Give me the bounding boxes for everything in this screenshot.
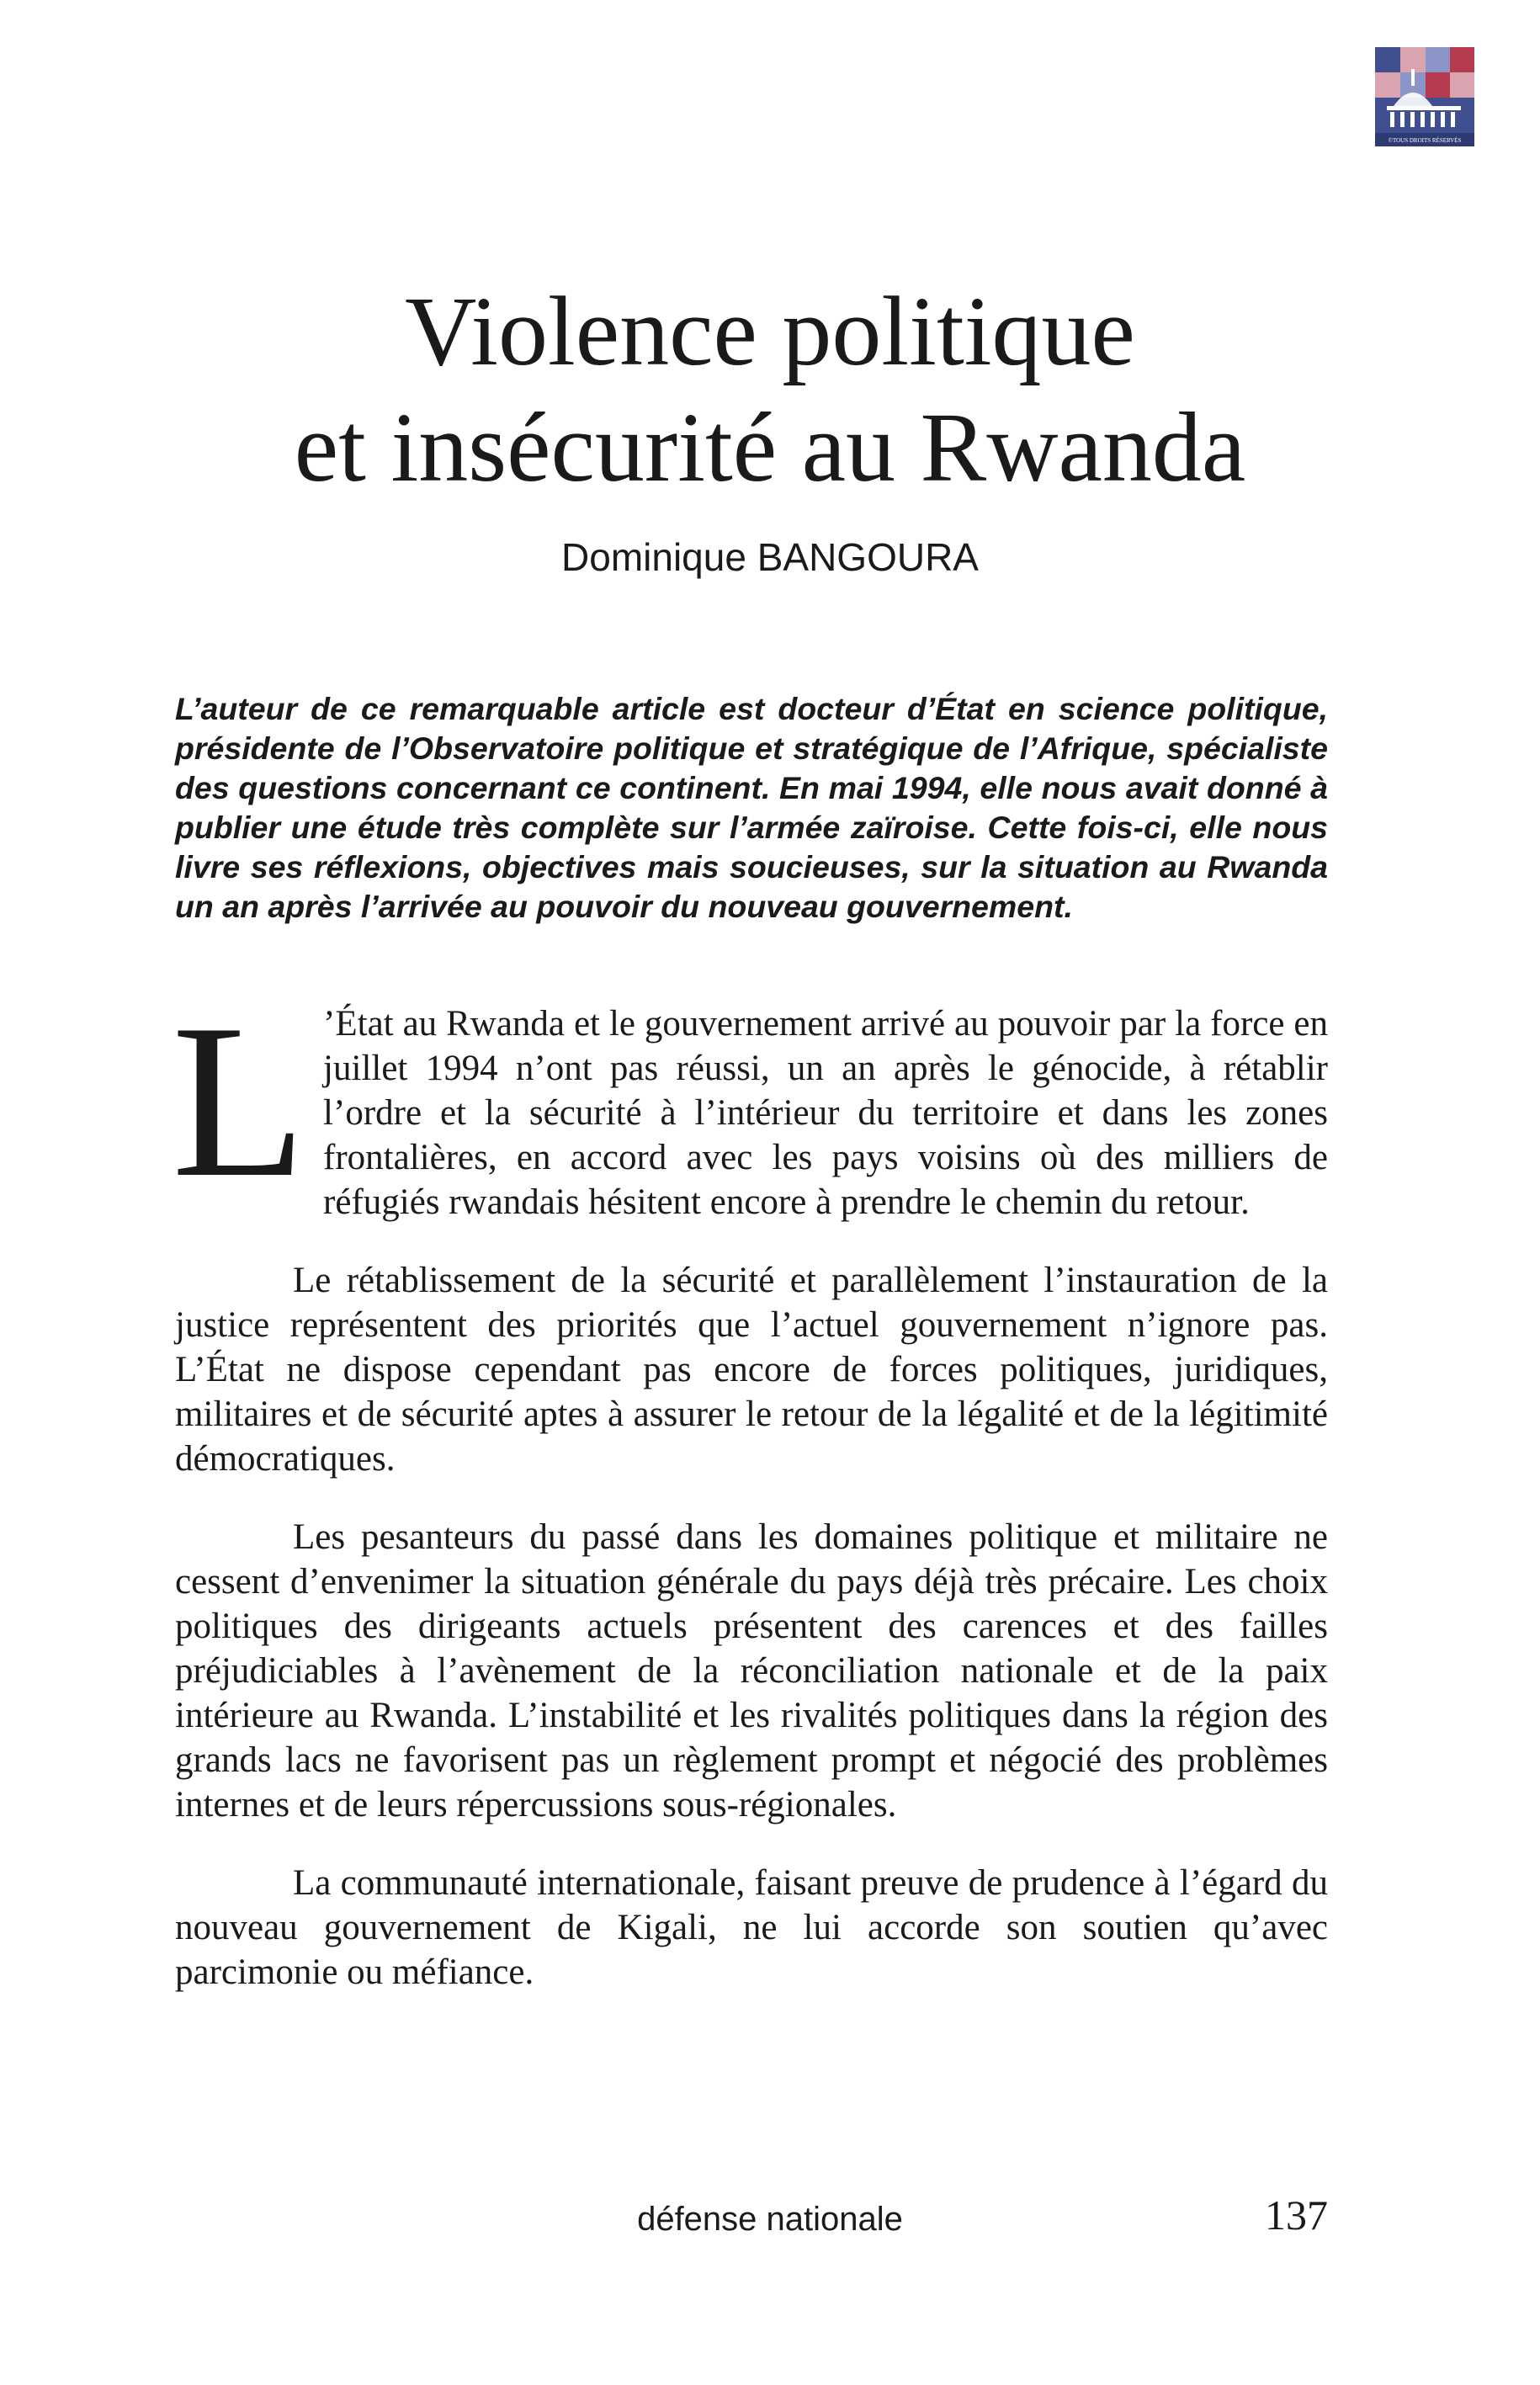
dome-building-logo-icon bbox=[1375, 47, 1474, 146]
article-body bbox=[172, 979, 1328, 2028]
journal-name: défense nationale bbox=[637, 2201, 903, 2238]
logo-caption: ©TOUS DROITS RÉSERVÉS bbox=[1388, 137, 1462, 144]
article-abstract: L’auteur de ce remarquable article est docteur d’État en science politique, présidente de l’Observatoire politique et stratégique de l’Afrique, spécialiste des questions concernant ce continent. En mai 1994, elle nous avait donné à publier une étude très complète sur l’armée zaïroise. Cette fois-ci, elle nous livre ses réflexions, objectives mais soucieuses, sur la situation au Rwanda un an après l’arrivée au pouvoir du nouveau gouvernement. bbox=[175, 691, 1328, 924]
paragraph-4: La communauté internationale, faisant preuve de prudence à l’égard du nouveau gouvernement de Kigali, ne lui accorde son soutien qu’avec parcimonie ou méfiance. bbox=[175, 1863, 1328, 1992]
paragraph-2: Le rétablissement de la sécurité et parallèlement l’instauration de la justice représentent des priorités que l’actuel gouvernement n’ignore pas. L’État ne dispose cependant pas encore de forces politiques, juridiques, militaires et de sécurité aptes à assurer le retour de la légalité et de la légitimité démocratiques. bbox=[175, 1261, 1328, 1479]
title-line-2: et insécurité au Rwanda bbox=[294, 392, 1246, 502]
drop-cap: L bbox=[172, 979, 307, 1223]
paragraph-1 bbox=[172, 979, 1328, 1224]
title-line-1: Violence politique bbox=[405, 276, 1135, 386]
publisher-logo bbox=[1375, 47, 1474, 146]
paragraph-3: Les pesanteurs du passé dans les domaines politique et militaire ne cessent d’envenimer la situation générale du pays déjà très précaire. Les choix politiques des dirigeants actuels présentent des carences et des failles préjudiciables à l’avènement de la réconciliation nationale et de la paix intérieure au Rwanda. L’instabilité et les rivalités politiques dans la région des grands lacs ne favorisent pas un règlement prompt et négocié des problèmes internes et de leurs répercussions sous-régionales. bbox=[175, 1517, 1328, 1825]
author-name: Dominique BANGOURA bbox=[561, 535, 979, 579]
page-number: 137 bbox=[1265, 2191, 1328, 2239]
article-title bbox=[0, 274, 1540, 506]
paragraph-1-text: ’État au Rwanda et le gouvernement arrivé au pouvoir par la force en juillet 1994 n’ont pas réussi, un an après le génocide, à rétablir l’ordre et la sécurité à l’intérieur du territoire et dans les zones frontalières, en accord avec les pays voisins où des milliers de réfugiés rwandais hésitent encore à prendre le chemin du retour. bbox=[323, 1004, 1328, 1222]
